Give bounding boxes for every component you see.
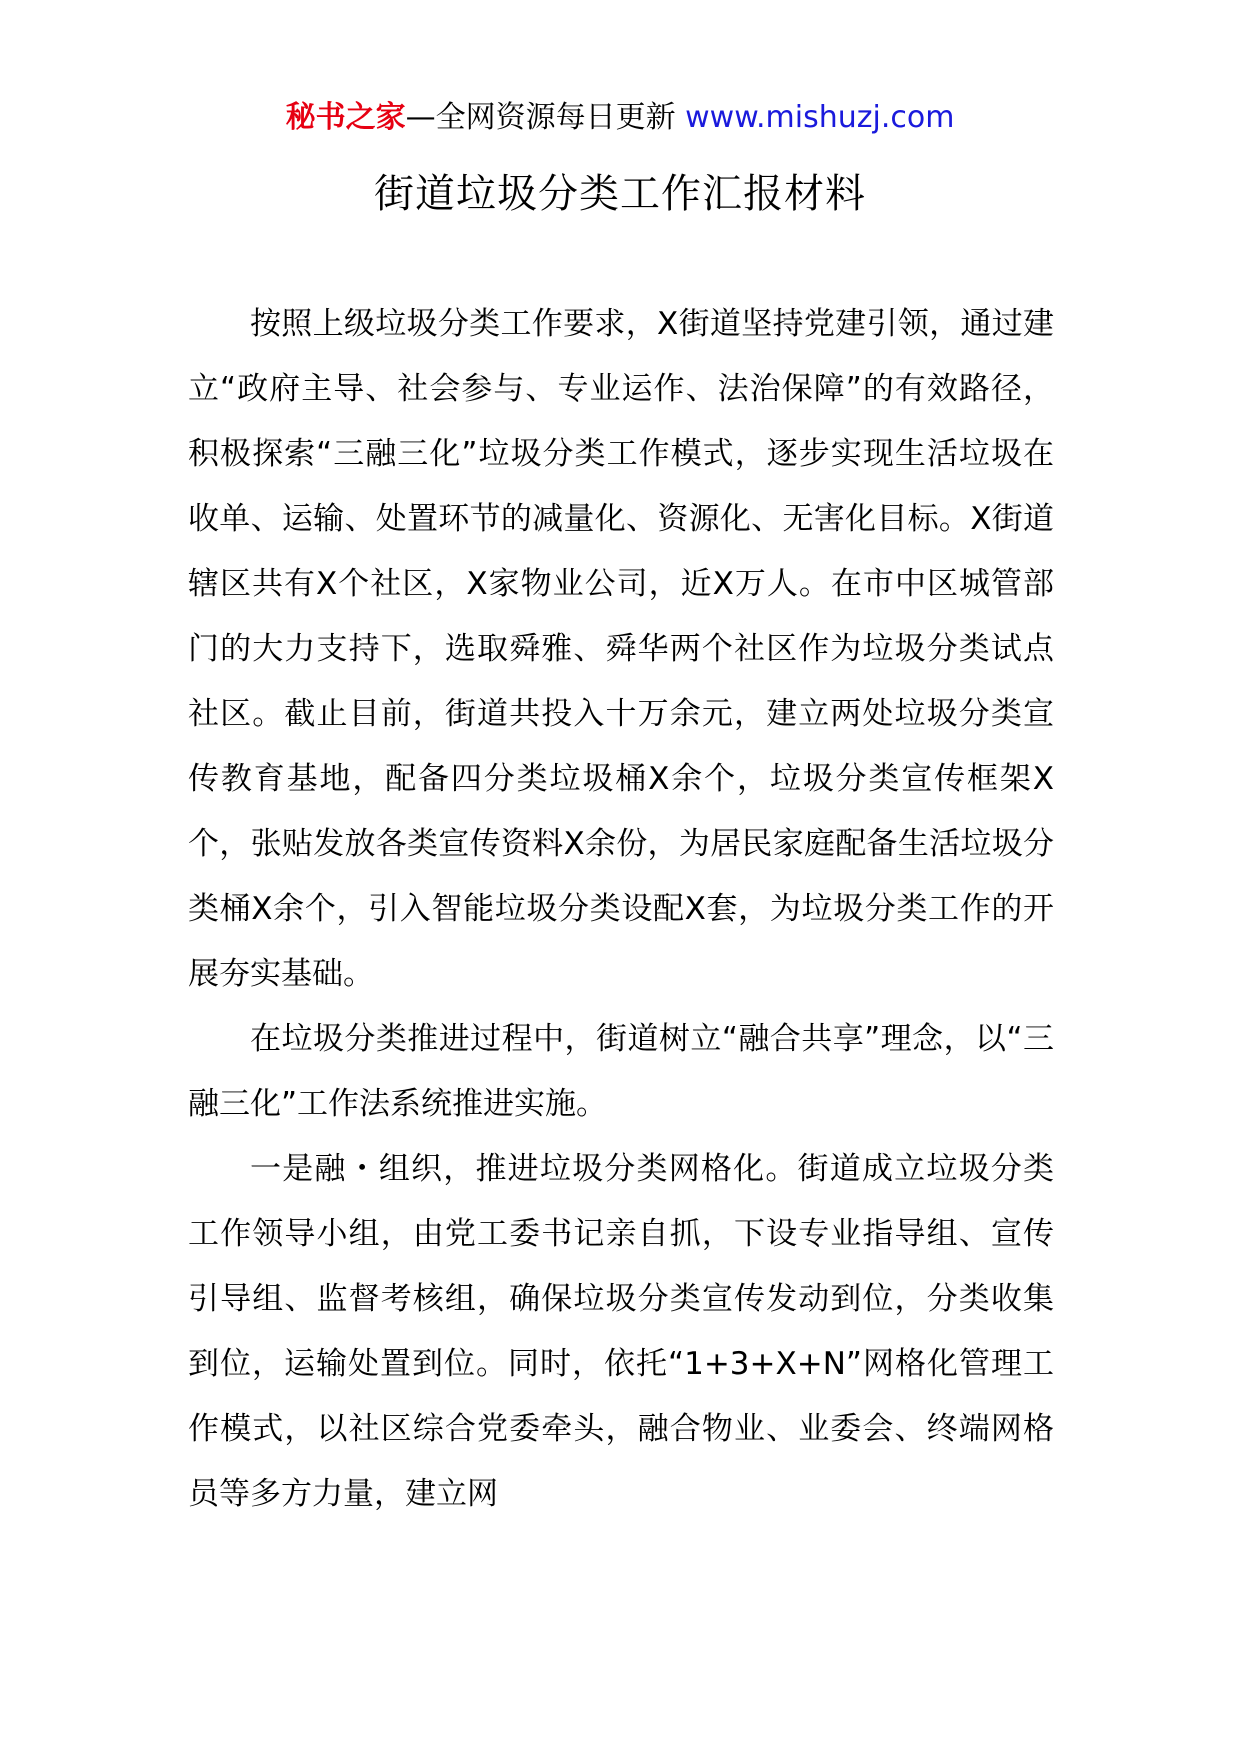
paragraph-point-one: 一是融・组织，推进垃圾分类网格化。街道成立垃圾分类工作领导小组，由党工委书记亲自抓，下设专业指导组、宣传引导组、监督考核组，确保垃圾分类宣传发动到位，分类收集到位，运输处置到位。同时，依托“1+3+X+N”网格化管理工作模式，以社区综合党委牵头，融合物业、业委会、终端网格员等多方力量，建立网 bbox=[188, 1151, 1054, 1512]
site-url[interactable]: www.mishuzj.com bbox=[685, 100, 955, 135]
document-title: 街道垃圾分类工作汇报材料 bbox=[374, 171, 866, 217]
paragraph-intro: 按照上级垃圾分类工作要求，X街道坚持党建引领，通过建立“政府主导、社会参与、专业运作、法治保障”的有效路径，积极探索“三融三化”垃圾分类工作模式，逐步实现生活垃圾在收单、运输、处置环节的减量化、资源化、无害化目标。X街道辖区共有X个社区，X家物业公司，近X万人。在市中区城管部门的大力支持下，选取舜雅、舜华两个社区作为垃圾分类试点社区。截止目前，街道共投入十万余元，建立两处垃圾分类宣传教育基地，配备四分类垃圾桶X余个，垃圾分类宣传框架X个，张贴发放各类宣传资料X余份，为居民家庭配备生活垃圾分类桶X余个，引入智能垃圾分类设配X套，为垃圾分类工作的开展夯实基础。 bbox=[188, 306, 1054, 992]
site-brand: 秘书之家 bbox=[285, 100, 406, 135]
paragraph-approach: 在垃圾分类推进过程中，街道树立“融合共享”理念，以“三融三化”工作法系统推进实施。 bbox=[188, 1021, 1054, 1122]
site-banner bbox=[0, 98, 1240, 138]
document-body bbox=[188, 292, 1054, 1527]
site-tagline: —全网资源每日更新 bbox=[405, 100, 686, 135]
